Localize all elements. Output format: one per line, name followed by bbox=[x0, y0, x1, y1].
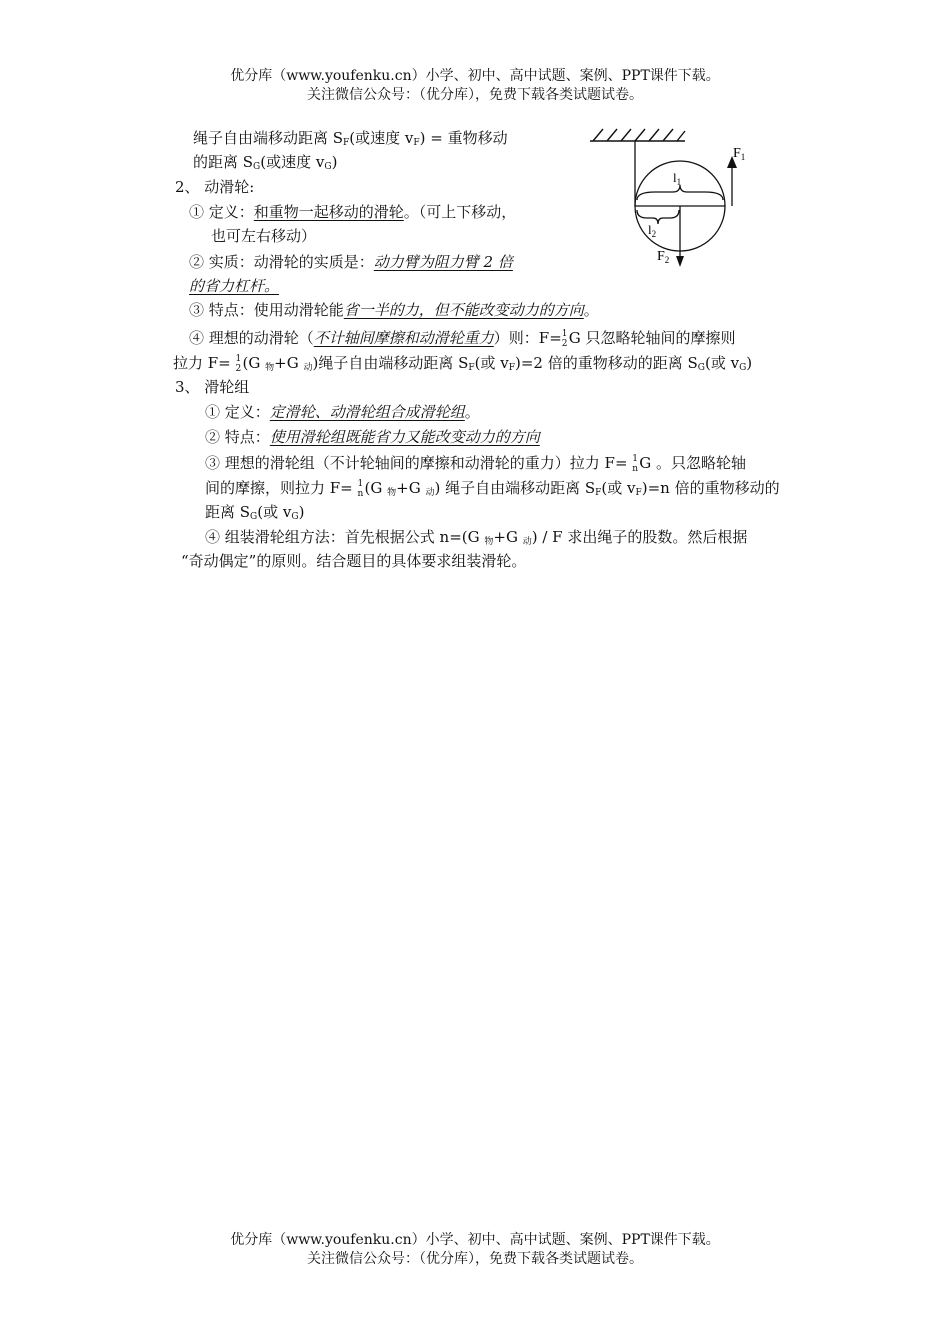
ideal-pulley-block: ③ 理想的滑轮组（不计轮轴间的摩擦和动滑轮的重力）拉力 F= 1 n G 。只忽略轮轴 bbox=[205, 453, 746, 476]
movable-pulley-feature: ③ 特点：使用动滑轮能省一半的力，但不能改变动力的方向。 bbox=[189, 301, 599, 319]
fraction-one-half: 1 2 bbox=[561, 329, 568, 349]
footer-line-2: 关注微信公众号：（优分库），免费下载各类试题试卷。 bbox=[307, 1251, 643, 1267]
pulley-block-distance: 距离 $S_G$(或 $v_G$) bbox=[205, 503, 305, 522]
pulley-block-pull-force: 间的摩擦，则拉力 F= 1 n (G $_物$+G $_动$) 绳子自由端移动距离 $S_F$(或 $v_F)=n$ 倍的重物移动的 bbox=[205, 478, 780, 503]
fraction-one-half: 1 2 bbox=[235, 354, 242, 374]
movable-pulley-essence-cont: 的省力杠杆。 bbox=[189, 277, 280, 295]
pulley-block-assembly: ④ 组装滑轮组方法：首先根据公式 n=(G $_物$+G $_动$) / F 求出绳子的股数。然后根据 bbox=[205, 528, 748, 547]
ideal-movable-pulley: ④ 理想的动滑轮（不计轴间摩擦和动滑轮重力）则：F=1 2 G 只忽略轮轴间的摩擦则 bbox=[189, 328, 736, 351]
header-line-1: 优分库（www.youfenku.cn）小学、初中、高中试题、案例、PPT课件下载。 bbox=[230, 68, 720, 84]
movable-pulley-definition-cont: 也可左右移动） bbox=[211, 227, 317, 245]
pulley-block-definition: ① 定义：定滑轮、动滑轮组合成滑轮组。 bbox=[205, 403, 480, 421]
movable-pulley-diagram bbox=[585, 122, 755, 272]
f1-label: $F_1$ bbox=[733, 146, 746, 162]
footer-line-1: 优分库（www.youfenku.cn）小学、初中、高中试题、案例、PPT课件下载。 bbox=[230, 1232, 720, 1248]
pulley-block-heading: 3、 滑轮组 bbox=[175, 378, 250, 396]
f2-label: $F_2$ bbox=[657, 249, 670, 265]
fixed-pulley-distance-line-1: 绳子自由端移动距离 $S_F$(或速度 $v_F$) = 重物移动 bbox=[193, 129, 508, 148]
l2-label: $l_2$ bbox=[648, 222, 657, 239]
movable-pulley-heading: 2、 动滑轮: bbox=[175, 178, 255, 196]
l1-brace bbox=[637, 185, 723, 200]
fixed-pulley-distance-line-2: 的距离 $S_G$(或速度 $v_G$) bbox=[193, 153, 338, 172]
pulley-block-feature: ② 特点：使用滑轮组既能省力又能改变动力的方向 bbox=[205, 428, 540, 446]
l1-label: $l_1$ bbox=[673, 170, 682, 187]
movable-pulley-definition: ① 定义：和重物一起移动的滑轮。（可上下移动， bbox=[189, 203, 517, 221]
fraction-one-over-n: 1 n bbox=[357, 479, 364, 499]
ceiling-hatch bbox=[590, 129, 685, 141]
movable-pulley-pull-force: 拉力 F= 1 2 (G $_物$+G $_动$)绳子自由端移动距离 $S_F$(或 $v_F)=2$ 倍的重物移动的距离 $S_G$(或 $v_G$) bbox=[173, 353, 752, 378]
fraction-one-over-n: 1 n bbox=[632, 454, 639, 474]
l2-brace bbox=[637, 210, 679, 224]
pulley-block-assembly-cont: “奇动偶定”的原则。结合题目的具体要求组装滑轮。 bbox=[181, 552, 527, 570]
f2-arrowhead bbox=[676, 256, 684, 267]
header-line-2: 关注微信公众号：（优分库），免费下载各类试题试卷。 bbox=[307, 87, 643, 103]
movable-pulley-essence: ② 实质：动滑轮的实质是：动力臂为阻力臂 2 倍 bbox=[189, 253, 513, 271]
